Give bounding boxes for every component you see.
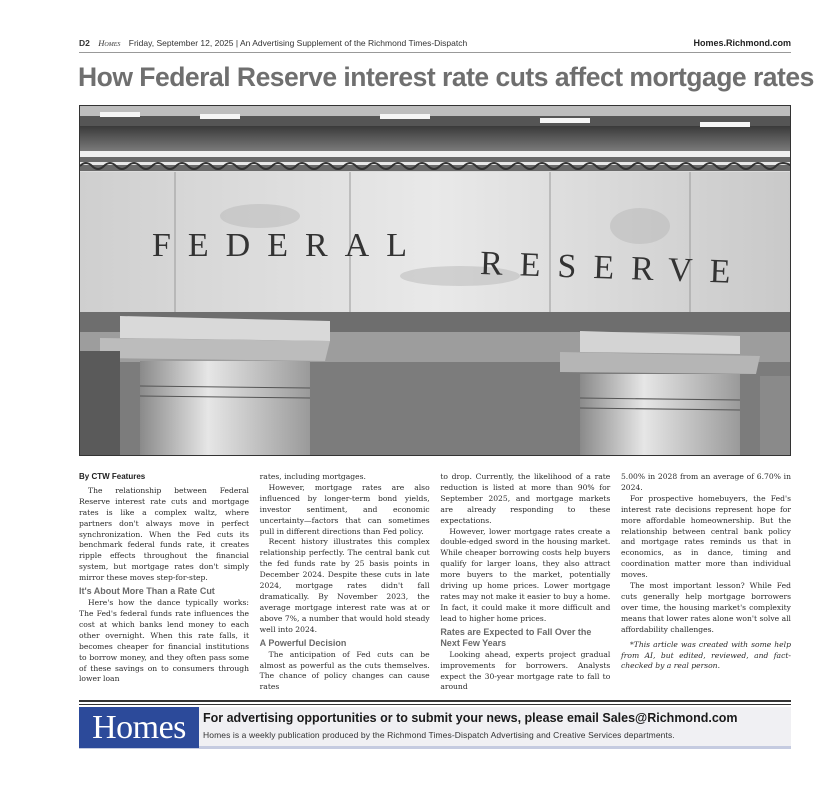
paragraph: However, lower mortgage rates create a double-edged sword in the housing market. While cheaper borrowing costs help buyers qualify for larger loans, they also attract more buyers to the market, potentially driving up home prices. Lower mortgage rates may not make it easier to buy a home. In fact, it could make it more difficult and lead to higher home prices. — [440, 526, 611, 623]
homes-logo: Homes — [79, 707, 199, 748]
date-line: Friday, September 12, 2025 | An Advertising Supplement of the Richmond Times-Dispatch — [128, 38, 468, 48]
article-body — [79, 472, 791, 692]
paragraph: Looking ahead, experts project gradual improvements for borrowers. Analysts expect the 30-year mortgage rate to fall to around — [440, 649, 611, 692]
paragraph: The most important lesson? While Fed cuts generally help mortgage borrowers over time, the housing market's complexity means that lower rates alone won't solve all affordability challenges. — [620, 581, 791, 634]
header-left — [79, 38, 467, 48]
page-title: How Federal Reserve interest rate cuts affect mortgage rates — [78, 62, 814, 92]
article-column-4 — [621, 472, 791, 682]
page-number: D2 — [79, 38, 90, 48]
paragraph: The relationship between Federal Reserve interest rate cuts and mortgage rates is like a complex waltz, where partners don't always move in perfect synchronization. When the Fed cuts its benchmark federal funds rate, it creates ripple effects throughout the financial system, but mortgage rates don't simply mirror these moves step-for-step. — [79, 485, 249, 583]
page-header — [79, 38, 791, 53]
paragraph: to drop. Currently, the likelihood of a rate reduction is listed at more than 90% for September 2025, and mortgage markets are already responding to these expectations. — [440, 472, 611, 525]
footer-rule — [79, 700, 791, 702]
advertising-cta[interactable]: For advertising opportunities or to submit your news, please email Sales@Richmond.com — [203, 711, 738, 725]
paragraph: For prospective homebuyers, the Fed's interest rate decisions represent hope for more affordable homeownership. But the relationship between central bank policy and mortgage rates reminds us that in economics, as in dance, timing and coordination matter more than individual moves. — [620, 493, 791, 580]
inscription-federal: FEDERAL — [152, 227, 424, 264]
subheading: It's About More Than a Rate Cut — [79, 586, 215, 597]
article-column-2 — [259, 472, 430, 692]
subheading: A Powerful Decision — [259, 637, 347, 648]
inscription-reserve: RESERVE — [479, 245, 748, 292]
byline: By CTW Features — [79, 472, 146, 481]
federal-reserve-photo — [79, 105, 791, 456]
article-column-3 — [440, 472, 611, 692]
article-column-1 — [79, 472, 249, 682]
footer-banner — [79, 707, 791, 749]
paragraph: 5.00% in 2028 from an average of 6.70% in 2024. — [620, 472, 791, 492]
header-brand: Homes — [98, 38, 121, 48]
footer-rule-thin — [79, 704, 791, 705]
paragraph: Here's how the dance typically works: The Fed's federal funds rate influences the cost at which banks lend money to each other overnight. When this rate falls, it becomes cheaper for financial institutions to borrow money, and they often pass some of these savings on to consumers through lower loan — [79, 598, 249, 684]
subheading: Rates are Expected to Fall Over the Next Few Years — [440, 626, 592, 648]
paragraph: rates, including mortgages. — [259, 472, 366, 481]
paragraph: However, mortgage rates are also influenced by longer-term bond yields, investor sentiment, and economic uncertainty—factors that can sometimes pull in different directions than Fed policy. — [259, 482, 430, 536]
site-link[interactable]: Homes.Richmond.com — [693, 38, 791, 48]
publication-tagline: Homes is a weekly publication produced by the Richmond Times-Dispatch Advertising and Creative Services departments. — [203, 730, 675, 740]
ai-disclosure-note: *This article was created with some help from AI, but edited, reviewed, and fact-checked by a real person. — [620, 639, 791, 671]
paragraph: Recent history illustrates this complex relationship perfectly. The central bank cut the fed funds rate by 25 basis points in December 2024. Despite these cuts in late 2024, mortgage rates didn't fall dramatically. By November 2023, the average mortgage interest rate was at or above 7%, a number that would hold steady well into 2024. — [259, 537, 430, 634]
paragraph: The anticipation of Fed cuts can be almost as powerful as the cuts themselves. The chance of policy changes can cause rates — [259, 649, 430, 692]
